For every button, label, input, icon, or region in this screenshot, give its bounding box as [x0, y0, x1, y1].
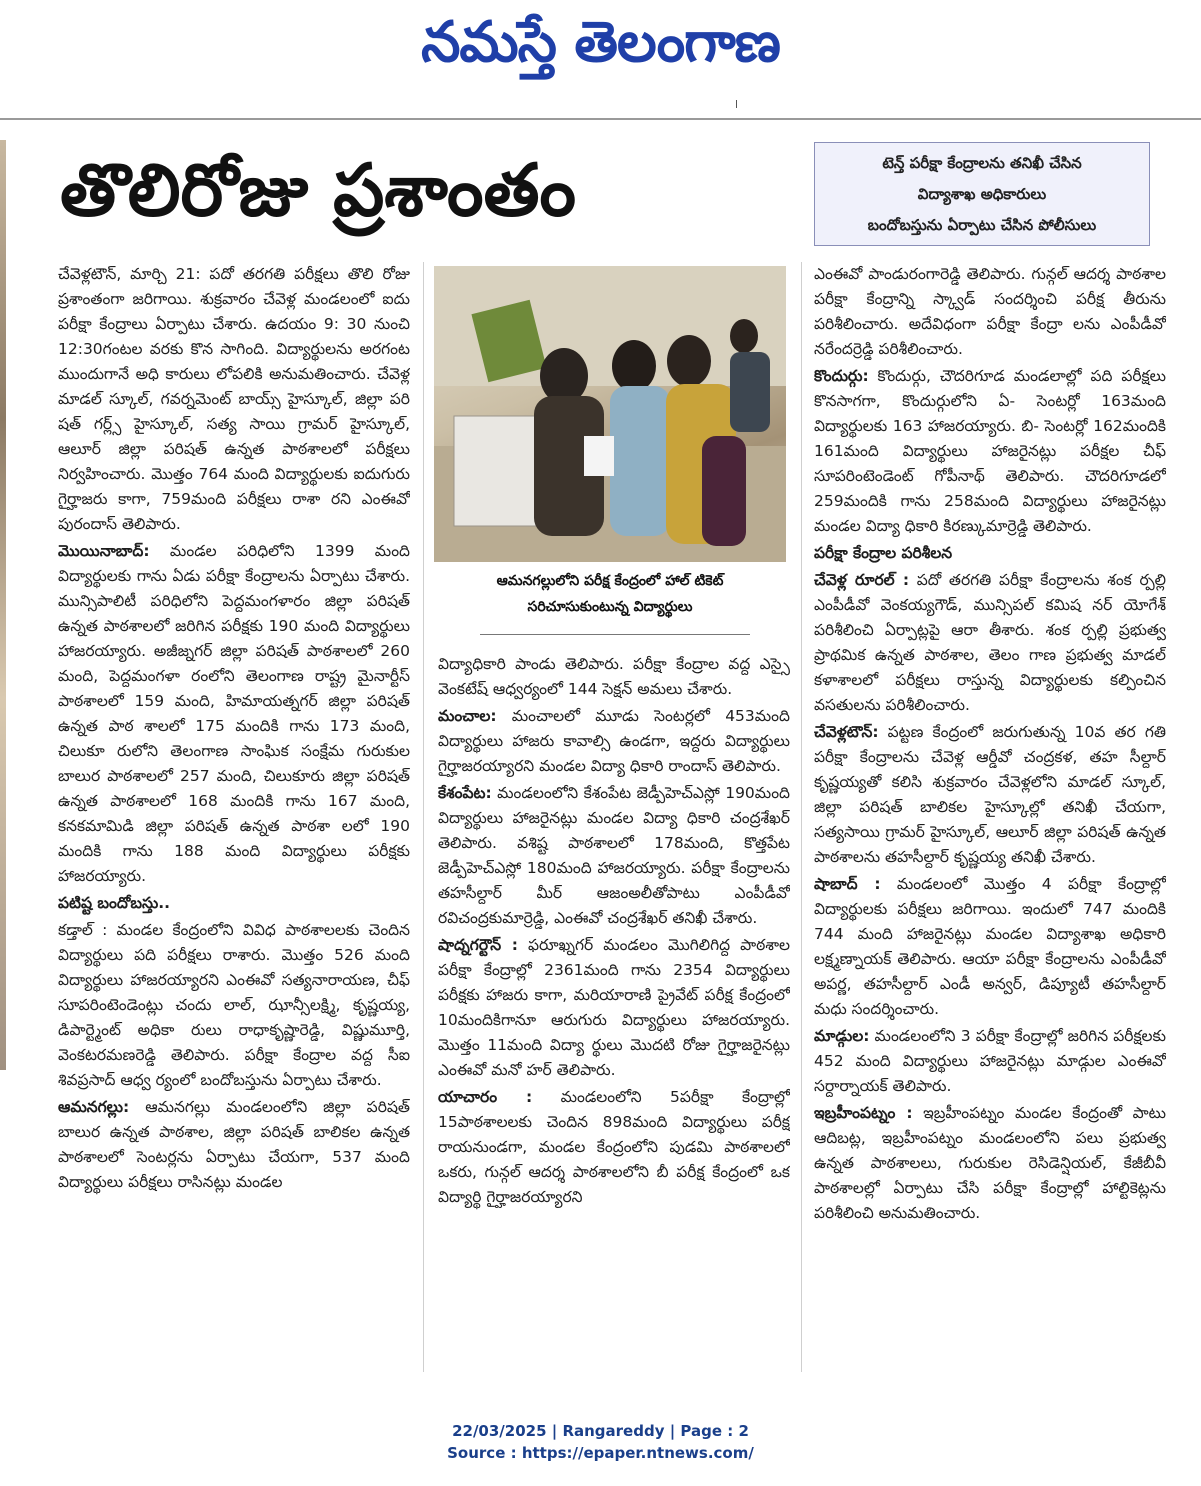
- article-column-2: [438, 652, 790, 1372]
- caption-line-1: ఆమనగల్లులోని పరీక్ష కేంద్రంలో హాల్ టికెట్: [496, 573, 724, 589]
- paragraph: [58, 1095, 410, 1195]
- article-column-3: [814, 262, 1166, 1372]
- masthead: [0, 0, 1201, 118]
- newspaper-logo: నమస్తే తెలంగాణ: [421, 10, 780, 75]
- paragraph: [438, 704, 790, 779]
- paragraph-text: కొందుర్గు, చౌదరిగూడ మండలాల్లో పది పరీక్షలు కొనసాగగా, కొందుర్గులోని ఏ- సెంటర్లో 163మంది విద్యార్థులకు 163 హాజరయ్యారు. బి- సెంటర్లో 162మందికి 161మంది విద్యార్థులు హాజరైనట్లు పరీక్షల చీఫ్ సూపరింటెండెంట్ గోపీనాథ్ తెలిపారు. చౌదరిగూడలో 259మందికి గాను 258మంది విద్యార్థులు హాజరైనట్లు మండల విద్యా ధికారి కిరణ్కుమార్రెడ్డి తెలిపారు.: [814, 367, 1166, 535]
- paragraph: [438, 1085, 790, 1210]
- paragraph-text: మండలంలో మొత్తం 4 పరీక్షా కేంద్రాల్లో విద్యార్థులకు పరీక్షలు జరిగాయి. ఇందులో 747 మందికి 744 మంది హాజరైనట్లు మండల విద్యాశాఖ అధికారి లక్ష్మణ్నాయక్ తెలిపారు. ఆయా పరీక్షా కేంద్రాలను ఎంపీడీవో అపర్ణ, తహసీల్దార్ ఎండీ అన్వర్, డిప్యూటీ తహసీల్దార్ మధు సందర్శించారు.: [814, 875, 1166, 1018]
- news-photo: [434, 266, 786, 562]
- column-divider: [801, 262, 802, 1372]
- paragraph-text: ఫరూఖ్నగర్ మండలం మొగిలిగిద్ద పాఠశాల పరీక్షా కేంద్రాల్లో 2361మంది గాను 2354 విద్యార్థులు పరీక్షకు హాజరు కాగా, మరియారాణి ప్రైవేట్ పరీక్ష కేంద్రంలో 10మందికిగానూ ఆరుగురు విద్యార్థులు హాజరయ్యారు. మొత్తం 11మంది విద్యా ర్థులు మొదటి రోజు గైర్హాజరైనట్లు ఎంఈవో మనో హర్ తెలిపారు.: [438, 936, 790, 1079]
- paragraph: [58, 539, 410, 889]
- students-photo-illustration: [434, 266, 786, 562]
- paragraph: చేవెళ్లటౌన్, మార్చి 21: పదో తరగతి పరీక్షలు తొలి రోజు ప్రశాంతంగా జరిగాయి. శుక్రవారం చేవెళ్ల మండలంలో ఐదు పరీక్షా కేంద్రాలు ఏర్పాటు చేశారు. ఉదయం 9: 30 నుంచి 12:30గంటల వరకు కొన సాగింది. విద్యార్థులను అరగంట ముందుగానే అధి కారులు లోపలికి అనుమతించారు. చేవెళ్ల మాడల్ స్కూల్, గవర్నమెంట్ బాయ్స్ హైస్కూల్, జిల్లా పరి షత్ గర్ల్స్ హైస్కూల్, సత్య సాయి గ్రామర్ హైస్కూల్, ఆలూర్ జిల్లా పరిషత్ ఉన్నత పాఠశాలలో పరీక్షలు నిర్వహించారు. మొత్తం 764 మంది విద్యార్థులకు ఐదుగురు గైర్హాజరు కాగా, 759మంది పరీక్షలు రాశా రని ఎంఈవో పురందాస్ తెలిపారు.: [58, 265, 410, 533]
- deck-line-2: విద్యాశాఖ అధికారులు: [917, 184, 1047, 203]
- caption-divider: [480, 634, 750, 635]
- dateline-lead: షాబాద్ :: [814, 875, 881, 893]
- dateline-lead: కేశంపేట:: [438, 784, 492, 802]
- paragraph-text: పదో తరగతి పరీక్షా కేంద్రాలను శంక ర్పల్లి ఎంపీడీవో వెంకయ్యగౌడ్, మున్సిపల్ కమిష నర్ యోగేశ్ పరిశీలించి ఏర్పాట్లపై ఆరా తీశారు. శంక ర్పల్లి ప్రభుత్వ ప్రాథమిక ఉన్నత పాఠశాల, తెలం గాణ ప్రభుత్వ మాడల్ కళాశాలలో పరీక్షలు రాస్తున్న విద్యార్థులకు కల్పించిన వసతులను పరిశీలించారు.: [814, 571, 1166, 714]
- paragraph-text: మండలంలోని 5పరీక్షా కేంద్రాల్లో 15పాఠశాలలకు చెందిన 898మంది విద్యార్థులు పరీక్ష రాయనుండగా, మండల కేంద్రంలోని పుడమి పాఠశాలలో ఒకరు, గున్గల్ ఆదర్శ పాఠశాలలోని బీ పరీక్ష కేంద్రంలో ఒక విద్యార్థి గైర్హాజరయ్యారని: [438, 1088, 790, 1206]
- paragraph: ఎంఈవో పాండురంగారెడ్డి తెలిపారు. గున్గల్ ఆదర్శ పాఠశాల పరీక్షా కేంద్రాన్ని స్క్వాడ్ సందర్శించి పరీక్ష తీరును పరిశీలించారు. అదేవిధంగా పరీక్షా కేంద్రా లను ఎంపీడీవో నరేందర్రెడ్డి పరిశీలించారు.: [814, 265, 1166, 358]
- paragraph-text: మండల పరిధిలోని 1399 మంది విద్యార్థులకు గాను ఏడు పరీక్షా కేంద్రాలను ఏర్పాటు చేశారు. మున్సిపాలిటీ పరిధిలోని పెద్దమంగళారం జిల్లా పరిషత్ ఉన్నత పాఠశాలలో జరిగిన పరీక్షకు 190 మంది విద్యార్థులు హాజరయ్యారు. అజీజ్నగర్ జిల్లా పరిషత్ పాఠశాలలో 260 మంది, పెద్దమంగళా రంలోని తెలంగాణ రాష్ట్ర మైనార్టీస్ పాఠశాలలో 159 మంది, హిమాయత్నగర్ జిల్లా పరిషత్ ఉన్నత పాఠ శాలలో 175 మందికి గాను 173 మంది, చిలుకూ రులోని తెలంగాణ సాంఘిక సంక్షేమ గురుకుల బాలుర పాఠశాలలో 257 మంది, చిలుకూరు జిల్లా పరిషత్ ఉన్నత పాఠశాలలో 168 మందికి గాను 167 మంది, కనకమామిడి జిల్లా పరిషత్ ఉన్నత పాఠశా లలో 190 మందికి గాను 188 మంది విద్యార్థులు పరీక్షకు హాజరయ్యారు.: [58, 542, 410, 885]
- divider: [736, 100, 737, 108]
- paragraph-text: మండలంలోని కేశంపేట జెడ్పీహెచ్ఎస్లో 190మంది విద్యార్థులు హాజరైనట్లు మండల విద్యా ధికారి చంద్రశేఖర్ తెలిపారు. వశిష్ట పాఠశాలలో 178మంది, కొత్తపేట జెడ్పీహెచ్ఎస్లో 180మంది హాజరయ్యారు. పరీక్షా కేంద్రాలను తహసీల్దార్ మీర్ ఆజంఅలీతోపాటు ఎంపీడీవో రవిచంద్రకుమార్రెడ్డి, ఎంఈవో చంద్రశేఖర్ తనిఖీ చేశారు.: [438, 784, 790, 927]
- dateline-lead: షాద్నగర్టౌన్ :: [438, 936, 518, 954]
- deck-box: [814, 142, 1150, 246]
- dateline-lead: మొయినాబాద్:: [58, 542, 150, 560]
- dateline-lead: మాడ్గుల:: [814, 1027, 870, 1045]
- dateline-lead: ఇబ్రహీంపట్నం :: [814, 1104, 913, 1122]
- paragraph: [814, 364, 1166, 539]
- dateline-lead: మంచాల:: [438, 707, 497, 725]
- paragraph-text: ఆమనగల్లు మండలంలోని జిల్లా పరిషత్ బాలుర ఉన్నత పాఠశాల, జిల్లా పరిషత్ బాలికల ఉన్నత పాఠశాలలో సెంటర్లను ఏర్పాటు చేయగా, 537 మంది విద్యార్థులు పరీక్షలు రాసినట్లు మండల: [58, 1098, 410, 1191]
- page-footer: [0, 1420, 1201, 1464]
- source-link[interactable]: Source : https://epaper.ntnews.com/: [447, 1444, 754, 1462]
- paragraph-text: మంచాలలో మూడు సెంటర్లలో 453మంది విద్యార్థులు హాజరు కావాల్సి ఉండగా, ఇద్దరు విద్యార్థులు గైర్హాజరయ్యారని మండల విద్యా ధికారి రాందాస్ తెలిపారు.: [438, 707, 790, 775]
- dateline-lead: చేవెళ్ల రూరల్ :: [814, 571, 910, 589]
- paragraph: [438, 933, 790, 1083]
- article-column-1: [58, 262, 410, 1372]
- column-divider: [423, 262, 424, 1372]
- caption-line-2: సరిచూసుకుంటున్న విద్యార్థులు: [527, 599, 693, 615]
- paragraph: విద్యాధికారి పాండు తెలిపారు. పరీక్షా కేంద్రాల వద్ద ఎస్సై వెంకటేష్ ఆధ్వర్యంలో 144 సెక్షన్ అమలు చేశారు.: [438, 655, 790, 698]
- paragraph-text: పట్టణ కేంద్రంలో జరుగుతున్న 10వ తర గతి పరీక్షా కేంద్రాలను చేవెళ్ల ఆర్డీవో చంద్రకళ, తహ సీల్దార్ కృష్ణయ్యతో కలిసి శుక్రవారం చేవెళ్లలోని మాడల్ స్కూల్, జిల్లా పరిషత్ బాలికల హైస్కూల్లో తనిఖీ చేయగా, సత్యసాయి గ్రామర్ హైస్కూల్, ఆలూర్ జిల్లా పరిషత్ ఉన్నత పాఠశాలను తహసీల్దార్ కృష్ణయ్య తనిఖీ చేశారు.: [814, 723, 1166, 866]
- deck-line-1: టెన్త్ పరీక్షా కేంద్రాలను తనిఖీ చేసిన: [882, 153, 1082, 172]
- masthead-divider: [0, 118, 1201, 120]
- deck-line-3: బందోబస్తును ఏర్పాటు చేసిన పోలీసులు: [867, 216, 1097, 235]
- dateline-lead: కొందుర్గు:: [814, 367, 869, 385]
- paragraph: [814, 720, 1166, 870]
- paragraph-text: మండలంలోని 3 పరీక్షా కేంద్రాల్లో జరిగిన పరీక్షలకు 452 మంది విద్యార్థులు హాజరైనట్లు మాడ్గుల ఎంఈవో సర్దార్నాయక్ తెలిపారు.: [814, 1027, 1166, 1095]
- paragraph: [438, 781, 790, 931]
- subheading: పరీక్షా కేంద్రాల పరిశీలన: [814, 544, 953, 562]
- adjacent-page-edge: [0, 140, 6, 1070]
- dateline-lead: యాచారం :: [438, 1088, 533, 1106]
- subheading: పటిష్ట బందోబస్తు..: [58, 894, 171, 912]
- dateline-lead: ఆమనగల్లు:: [58, 1098, 130, 1116]
- headline: తొలిరోజు ప్రశాంతం: [60, 148, 577, 232]
- paragraph: [814, 1024, 1166, 1099]
- paragraph: [814, 872, 1166, 1022]
- paragraph: [814, 1101, 1166, 1226]
- paragraph-text: ఇబ్రహీంపట్నం మండల కేంద్రంతో పాటు ఆదిబట్ల, ఇబ్రహీంపట్నం మండలంలోని పలు ప్రభుత్వ ఉన్నత పాఠశాలలు, గురుకుల రెసిడెన్షియల్, కేజీబీవీ పాఠశాలల్లో ఏర్పాటు చేసి పరీక్షా కేంద్రాల్లో హాల్టికెట్లను పరిశీలించి అనుమతించారు.: [814, 1104, 1166, 1222]
- photo-caption: [434, 568, 786, 622]
- paragraph: [814, 568, 1166, 718]
- paragraph: కడ్తాల్ : మండల కేంద్రంలోని వివిధ పాఠశాలలకు చెందిన విద్యార్థులు పది పరీక్షలు రాశారు. మొత్తం 526 మంది విద్యార్థులు హాజరయ్యారని ఎంఈవో సత్యనారాయణ, చీఫ్ సూపరింటెండెంట్లు చందు లాల్, ఝాన్సీలక్ష్మి, కృష్ణయ్య, డిపార్ట్మెంట్ అధికా రులు రాధాకృష్ణారెడ్డి, విష్ణుమూర్తి, వెంకటరమణరెడ్డి తెలిపారు. పరీక్షా కేంద్రాల వద్ద సీఐ శివప్రసాద్ ఆధ్వ ర్యంలో బందోబస్తును ఏర్పాటు చేశారు.: [58, 921, 410, 1089]
- dateline-lead: చేవెళ్లటౌన్:: [814, 723, 879, 741]
- edition-info: 22/03/2025 | Rangareddy | Page : 2: [452, 1422, 749, 1440]
